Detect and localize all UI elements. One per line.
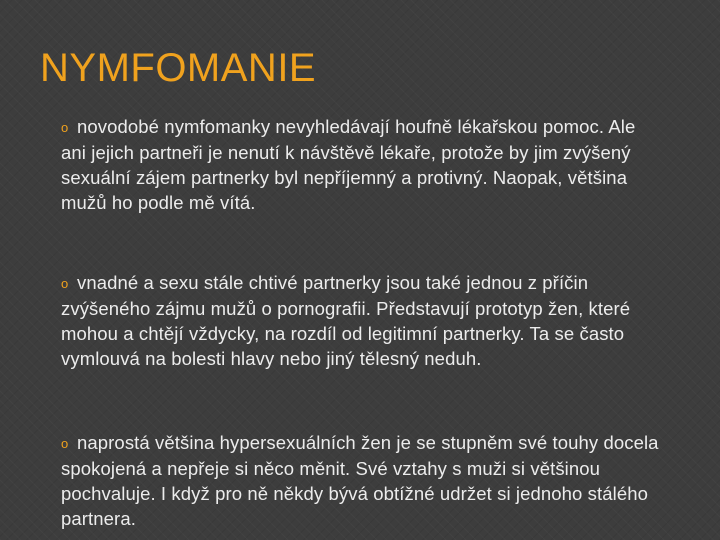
slide-title: NYMFOMANIE (40, 46, 317, 90)
bullet-marker-icon: o (61, 276, 69, 291)
bullet-marker-icon: o (61, 436, 69, 451)
bullet-item (61, 114, 661, 215)
bullet-marker-icon: o (61, 120, 69, 135)
bullet-text: novodobé nymfomanky nevyhledávají houfně lékařskou pomoc. Ale ani jejich partneři je nenutí k návštěvě lékaře, protože by jim zvýšený sexuální zájem partnerky byl nepříjemný a protivný. Naopak, většina mužů ho podle mě vítá. (61, 116, 636, 213)
bullet-text: vnadné a sexu stále chtivé partnerky jsou také jednou z příčin zvýšeného zájmu mužů o pornografii. Představují prototyp žen, které mohou a chtějí vždycky, na rozdíl od legitimní partnerky. Ta se často vymlouvá na bolesti hlavy nebo jiný tělesný neduh. (61, 272, 631, 369)
bullet-item (61, 270, 661, 371)
bullet-item (61, 430, 661, 531)
bullet-text: naprostá většina hypersexuálních žen je se stupněm své touhy docela spokojená a nepřeje si něco měnit. Své vztahy s muži si většinou pochvaluje. I když pro ně někdy bývá obtížné udržet si jednoho stálého partnera. (61, 432, 659, 529)
